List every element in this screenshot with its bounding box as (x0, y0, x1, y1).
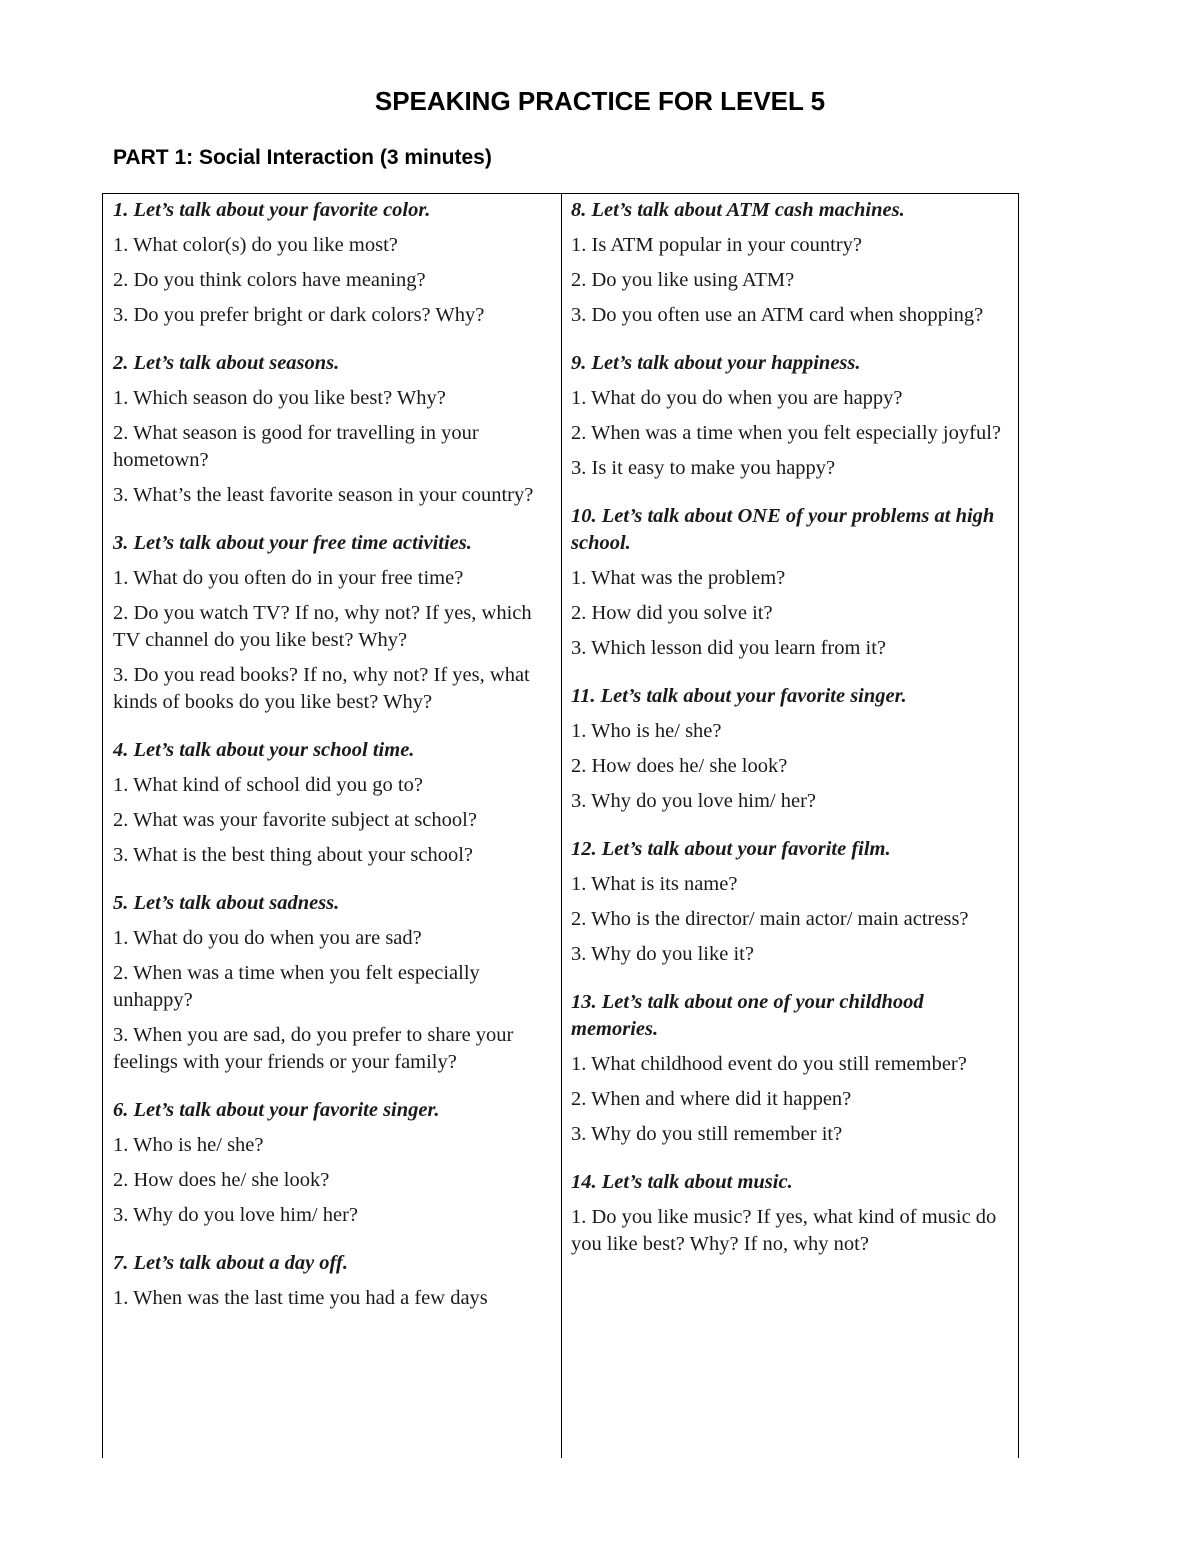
topic-question: 2. Do you watch TV? If no, why not? If yes, which TV channel do you like best? Why? (113, 602, 532, 651)
topic-heading: 8. Let’s talk about ATM cash machines. (571, 199, 905, 221)
topic-question: 3. Which lesson did you learn from it? (571, 637, 887, 659)
topic-question: 2. Do you think colors have meaning? (113, 269, 426, 291)
topic-question: 3. What is the best thing about your school? (113, 844, 474, 866)
topic-question: 2. What was your favorite subject at school? (113, 809, 477, 831)
topic-question: 1. What kind of school did you go to? (113, 774, 423, 796)
topic-section (571, 503, 1011, 662)
topic-heading: 1. Let’s talk about your favorite color. (113, 199, 431, 221)
topic-question: 1. What do you do when you are sad? (113, 927, 422, 949)
part-heading: PART 1: Social Interaction (3 minutes) (113, 146, 492, 169)
column-divider (561, 194, 562, 1458)
topic-question: 1. What is its name? (571, 873, 738, 895)
page-title: SPEAKING PRACTICE FOR LEVEL 5 (374, 86, 826, 116)
topic-section (113, 530, 553, 716)
topic-question: 1. What do you often do in your free time? (113, 567, 464, 589)
topic-question: 1. Who is he/ she? (571, 720, 722, 742)
topic-heading: 13. Let’s talk about one of your childhood memories. (571, 991, 924, 1040)
topic-heading: 10. Let’s talk about ONE of your problems at high school. (571, 505, 995, 554)
topic-question: 2. When and where did it happen? (571, 1088, 852, 1110)
topic-heading: 7. Let’s talk about a day off. (113, 1252, 348, 1274)
topic-question: 3. Why do you love him/ her? (113, 1204, 359, 1226)
topic-question: 3. Do you often use an ATM card when shopping? (571, 304, 984, 326)
topic-question: 3. When you are sad, do you prefer to share your feelings with your friends or your family? (113, 1024, 514, 1073)
topic-section (571, 350, 1011, 482)
topic-question: 2. How does he/ she look? (113, 1169, 330, 1191)
left-column (113, 197, 553, 1333)
topic-question: 3. Why do you still remember it? (571, 1123, 843, 1145)
topic-heading: 4. Let’s talk about your school time. (113, 739, 415, 761)
topic-question: 2. How did you solve it? (571, 602, 773, 624)
topic-heading: 6. Let’s talk about your favorite singer. (113, 1099, 440, 1121)
topic-question: 2. How does he/ she look? (571, 755, 788, 777)
topic-section (571, 683, 1011, 815)
topic-question: 2. What season is good for travelling in your hometown? (113, 422, 479, 471)
topic-section (113, 197, 553, 329)
topics-table (102, 193, 1019, 1458)
topic-question: 3. Do you read books? If no, why not? If yes, what kinds of books do you like best? Why? (113, 664, 530, 713)
topic-question: 1. What childhood event do you still remember? (571, 1053, 967, 1075)
topic-section (113, 737, 553, 869)
topic-heading: 9. Let’s talk about your happiness. (571, 352, 861, 374)
topic-section (113, 350, 553, 509)
topic-heading: 2. Let’s talk about seasons. (113, 352, 340, 374)
topic-question: 2. Who is the director/ main actor/ main actress? (571, 908, 969, 930)
topic-question: 3. Why do you love him/ her? (571, 790, 817, 812)
topic-heading: 14. Let’s talk about music. (571, 1171, 793, 1193)
right-column (571, 197, 1011, 1279)
topic-section (113, 1097, 553, 1229)
topic-question: 3. What’s the least favorite season in your country? (113, 484, 534, 506)
topic-question: 2. Do you like using ATM? (571, 269, 795, 291)
topic-section (113, 890, 553, 1076)
topic-section (571, 1169, 1011, 1258)
topic-question: 3. Why do you like it? (571, 943, 754, 965)
topic-question: 3. Do you prefer bright or dark colors? Why? (113, 304, 485, 326)
topic-question: 2. When was a time when you felt especially joyful? (571, 422, 1001, 444)
topic-heading: 11. Let’s talk about your favorite singer. (571, 685, 907, 707)
topic-question: 1. What was the problem? (571, 567, 786, 589)
topic-section (571, 989, 1011, 1148)
topic-question: 1. Which season do you like best? Why? (113, 387, 446, 409)
topic-section (571, 836, 1011, 968)
topic-question: 1. When was the last time you had a few days (113, 1287, 488, 1309)
topic-heading: 3. Let’s talk about your free time activities. (113, 532, 472, 554)
topic-heading: 12. Let’s talk about your favorite film. (571, 838, 891, 860)
topic-heading: 5. Let’s talk about sadness. (113, 892, 340, 914)
topic-section (113, 1250, 553, 1312)
topic-question: 1. Is ATM popular in your country? (571, 234, 862, 256)
topic-question: 2. When was a time when you felt especially unhappy? (113, 962, 480, 1011)
topic-question: 1. What do you do when you are happy? (571, 387, 903, 409)
topic-question: 1. Do you like music? If yes, what kind of music do you like best? Why? If no, why not? (571, 1206, 997, 1255)
topic-question: 3. Is it easy to make you happy? (571, 457, 836, 479)
topic-question: 1. Who is he/ she? (113, 1134, 264, 1156)
topic-section (571, 197, 1011, 329)
topic-question: 1. What color(s) do you like most? (113, 234, 398, 256)
